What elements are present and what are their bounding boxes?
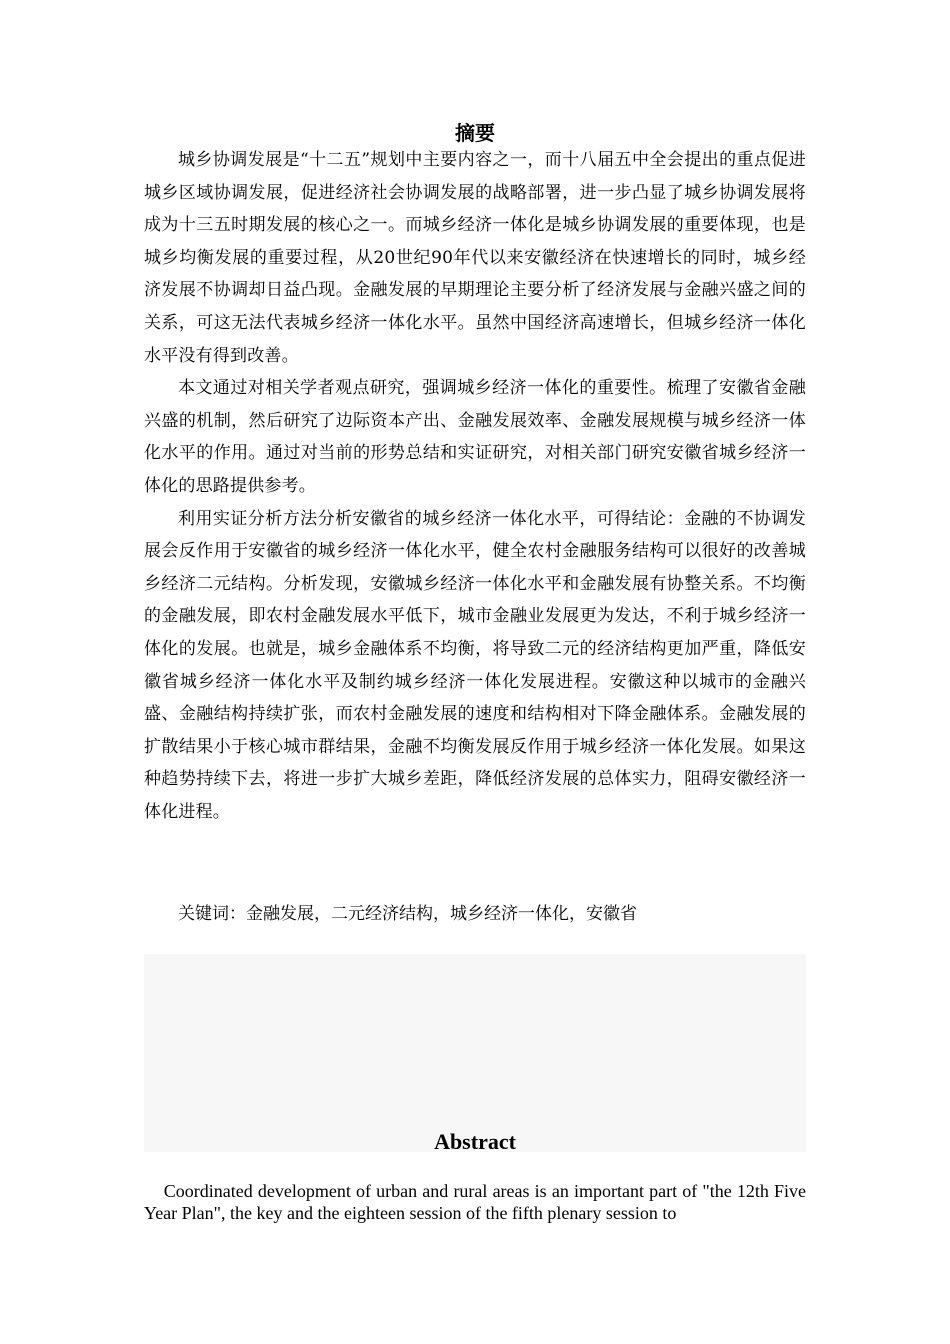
chinese-abstract-title: 摘要 bbox=[455, 121, 495, 145]
chinese-abstract-paragraph: 城乡协调发展是“十二五”规划中主要内容之一，而十八届五中全会提出的重点促进城乡区域协调发展，促进经济社会协调发展的战略部署，进一步凸显了城乡协调发展将成为十三五时期发展的核心之一。而城乡经济一体化是城乡协调发展的重要体现，也是城乡均衡发展的重要过程，从20世纪90年代以来安徽经济在快速增长的同时，城乡经济发展不协调却日益凸现。金融发展的早期理论主要分析了经济发展与金融兴盛之间的关系，可这无法代表城乡经济一体化水平。虽然中国经济高速增长，但城乡经济一体化水平没有得到改善。 bbox=[144, 150, 806, 366]
chinese-abstract-body bbox=[144, 144, 806, 828]
chinese-keywords: 关键词：金融发展，二元经济结构，城乡经济一体化，安徽省 bbox=[178, 904, 637, 924]
shaded-region bbox=[144, 954, 806, 1152]
chinese-abstract-paragraph: 利用实证分析方法分析安徽省的城乡经济一体化水平，可得结论：金融的不协调发展会反作用于安徽省的城乡经济一体化水平，健全农村金融服务结构可以很好的改善城乡经济二元结构。分析发现，安徽城乡经济一体化水平和金融发展有协整关系。不均衡的金融发展，即农村金融发展水平低下，城市金融业发展更为发达，不利于城乡经济一体化的发展。也就是，城乡金融体系不均衡，将导致二元的经济结构更加严重，降低安徽省城乡经济一体化水平及制约城乡经济一体化发展进程。安徽这种以城市的金融兴盛、金融结构持续扩张，而农村金融发展的速度和结构相对下降金融体系。金融发展的扩散结果小于核心城市群结果，金融不均衡发展反作用于城乡经济一体化发展。如果这种趋势持续下去，将进一步扩大城乡差距，降低经济发展的总体实力，阻碍安徽经济一体化进程。 bbox=[144, 508, 806, 822]
english-abstract-title: Abstract bbox=[434, 1129, 516, 1154]
english-abstract-paragraph: Coordinated development of urban and rural areas is an important part of "the 12th Five Year Plan", the key and the eighteen session of the fifth plenary session to bbox=[144, 1181, 806, 1223]
chinese-abstract-paragraph: 本文通过对相关学者观点研究，强调城乡经济一体化的重要性。梳理了安徽省金融兴盛的机制，然后研究了边际资本产出、金融发展效率、金融发展规模与城乡经济一体化水平的作用。通过对当前的形势总结和实证研究，对相关部门研究安徽省城乡经济一体化的思路提供参考。 bbox=[144, 378, 806, 496]
